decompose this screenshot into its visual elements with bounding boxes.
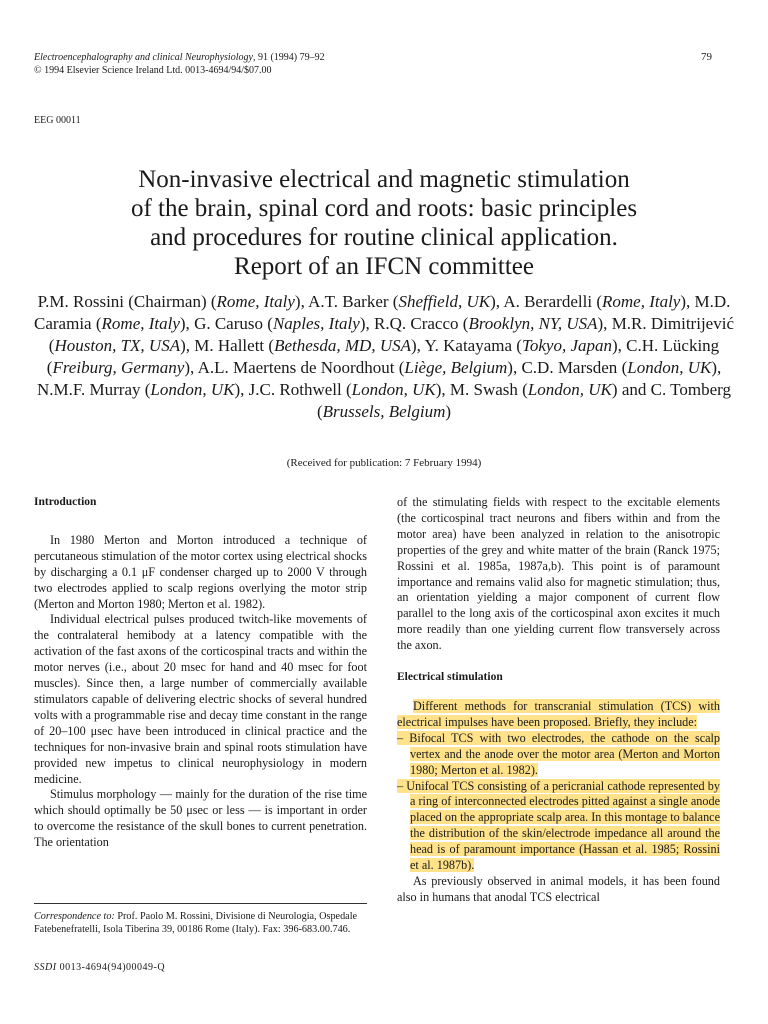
section-heading-introduction: Introduction [34, 496, 97, 508]
right-column [397, 495, 720, 906]
author-affiliation: Rome, Italy [601, 292, 681, 311]
author-affiliation: Rome, Italy [216, 292, 295, 311]
author-name: M. Swash [449, 380, 518, 399]
left-column [34, 495, 367, 851]
list-item [397, 731, 720, 779]
correspondence-text: Prof. Paolo M. Rossini, Divisione di Neurologia, Ospedale Fatebenefratelli, Isola Tiberina 39, 00186 Rome (Italy). Fax: 396-683.00.746. [34, 911, 358, 935]
author-name: A. Berardelli [503, 292, 593, 311]
author-affiliation: Tokyo, Japan [521, 336, 612, 355]
highlighted-paragraph [397, 699, 720, 731]
paragraph: Stimulus morphology — mainly for the duration of the rise time which should optimally be 50 μsec or less — is important in order to overcome the resistance of the skull bones to current penetration. The orientation [34, 787, 367, 850]
author-name: C. Tomberg [650, 380, 731, 399]
author-affiliation: Sheffield, UK [398, 292, 491, 311]
paragraph: As previously observed in animal models, it has been found also in humans that anodal TCS electrical [397, 873, 720, 904]
author-affiliation: Bethesda, MD, USA [274, 336, 411, 355]
author-affiliation: Houston, TX, USA [54, 336, 181, 355]
author-affiliation: London, UK [527, 380, 612, 399]
journal-header [34, 51, 325, 77]
highlight: Different methods for transcranial stimulation (TCS) with electrical impulses have been proposed. Briefly, they include: [397, 698, 720, 729]
correspondence-footnote [34, 903, 367, 936]
author-name: A.L. Maertens de Noordhout [197, 358, 395, 377]
author-name: R.Q. Cracco [374, 314, 459, 333]
author-affiliation: London, UK [627, 358, 712, 377]
page-number: 79 [701, 51, 712, 63]
author-affiliation: Rome, Italy [101, 314, 180, 333]
author-name: A.T. Barker [308, 292, 389, 311]
paragraph-continuation: of the stimulating fields with respect to the excitable elements (the corticospinal tract neurons and fibers within and from the motor area) have been analyzed in relation to the anisotropic properties of the grey and white matter of the brain (Ranck 1975; Rossini et al. 1985a, 1987a,b). This point is of paramount importance and remains valid also for magnetic stimulation; thus, an orientation yielding a major component of current flow parallel to the long axis of the corticospinal axon excites it much more readily than one yielding current flow transversely across the axon. [397, 495, 720, 653]
received-date: (Received for publication: 7 February 1994) [286, 457, 482, 469]
ssdi-label: SSDI [34, 962, 57, 973]
section-heading-electrical-stimulation: Electrical stimulation [397, 671, 503, 684]
journal-name: Electroencephalography and clinical Neurophysiology [34, 52, 253, 63]
author-name: M.D. Caramia [34, 292, 731, 333]
highlight: – Unifocal TCS consisting of a pericranial cathode represented by a ring of interconnected electrodes pitted against a single anode placed on the appropriate scalp area. In this montage to balance the distribution of the skin/electrode impedance all around the head is of paramount importance (Hassan et al. 1985; Rossini et al. 1987b). [397, 778, 720, 873]
highlight: – Bifocal TCS with two electrodes, the cathode on the scalp vertex and the anode over the motor area (Merton and Morton 1980; Merton et al. 1982). [397, 730, 720, 777]
journal-citation: , 91 (1994) 79–92 [252, 52, 325, 63]
title-line: Report of an IFCN committee [234, 253, 534, 280]
title-line: and procedures for routine clinical application. [150, 224, 618, 251]
author-name: M. Hallett [194, 336, 265, 355]
author-name: J.C. Rothwell [248, 380, 342, 399]
author-affiliation: Liège, Belgium [404, 358, 508, 377]
author-affiliation: Brooklyn, NY, USA [468, 314, 598, 333]
author-name: Y. Katayama [424, 336, 513, 355]
article-title [34, 165, 734, 281]
author-name: G. Caruso [194, 314, 264, 333]
ssdi-number: 0013-4694(94)00049-Q [56, 962, 166, 973]
title-line: of the brain, spinal cord and roots: basic principles [130, 195, 638, 222]
author-affiliation: Naples, Italy [272, 314, 360, 333]
author-name: C.H. Lücking [626, 336, 720, 355]
paragraph: Individual electrical pulses produced twitch-like movements of the contralateral hemibody at a latency compatible with the activation of the fast axons of the corticospinal tracts and within the motor nerves (i.e., about 20 msec for hand and 40 msec for foot muscles). Since then, a large number of commercially available stimulators capable of delivering electric shocks of several hundred volts with a programmable rise and decay time constant in the range of 20–100 μsec have been introduced in clinical practice and the techniques for non-invasive brain and spinal roots stimulation have provided new impetus to clinical neurophysiology in modern medicine. [34, 612, 367, 786]
author-name: N.M.F. Murray [37, 380, 141, 399]
author-affiliation: Freiburg, Germany [52, 358, 185, 377]
title-line: Non-invasive electrical and magnetic stimulation [138, 166, 630, 193]
article-code: EEG 00011 [34, 115, 81, 126]
author-affiliation: London, UK [150, 380, 235, 399]
author-name: M.R. Dimitrijević [611, 314, 734, 333]
copyright: © 1994 Elsevier Science Ireland Ltd. 0013-4694/94/$07.00 [34, 65, 272, 76]
list-item [397, 779, 720, 874]
author-name: P.M. Rossini (Chairman) [37, 292, 207, 311]
author-name: C.D. Marsden [521, 358, 618, 377]
correspondence-label: Correspondence to: [34, 911, 115, 922]
paragraph: In 1980 Merton and Morton introduced a technique of percutaneous stimulation of the motor cortex using electrical shocks by discharging a 0.1 μF condenser charged up to 2000 V through two electrodes applied to scalp regions overlying the motor strip (Merton and Morton 1980; Merton et al. 1982). [34, 532, 367, 611]
ssdi-code [34, 962, 165, 973]
author-affiliation: Brussels, Belgium [322, 402, 446, 421]
author-affiliation: London, UK [351, 380, 436, 399]
author-list: P.M. Rossini (Chairman) (Rome, Italy), A.T. Barker (Sheffield, UK), A. Berardelli (Rome, Italy), M.D. Caramia (Rome, Italy), G. Caruso (Naples, Italy), R.Q. Cracco (Brooklyn, NY, USA), M.R. Dimitrijević (Houston, TX, USA), M. Hallett (Bethesda, MD, USA), Y. Katayama (Tokyo, Japan), C.H. Lücking (Freiburg, Germany), A.L. Maertens de Noordhout (Liège, Belgium), C.D. Marsden (London, UK), N.M.F. Murray (London, UK), J.C. Rothwell (London, UK), M. Swash (London, UK) and C. Tomberg (Brussels, Belgium) [34, 292, 734, 421]
